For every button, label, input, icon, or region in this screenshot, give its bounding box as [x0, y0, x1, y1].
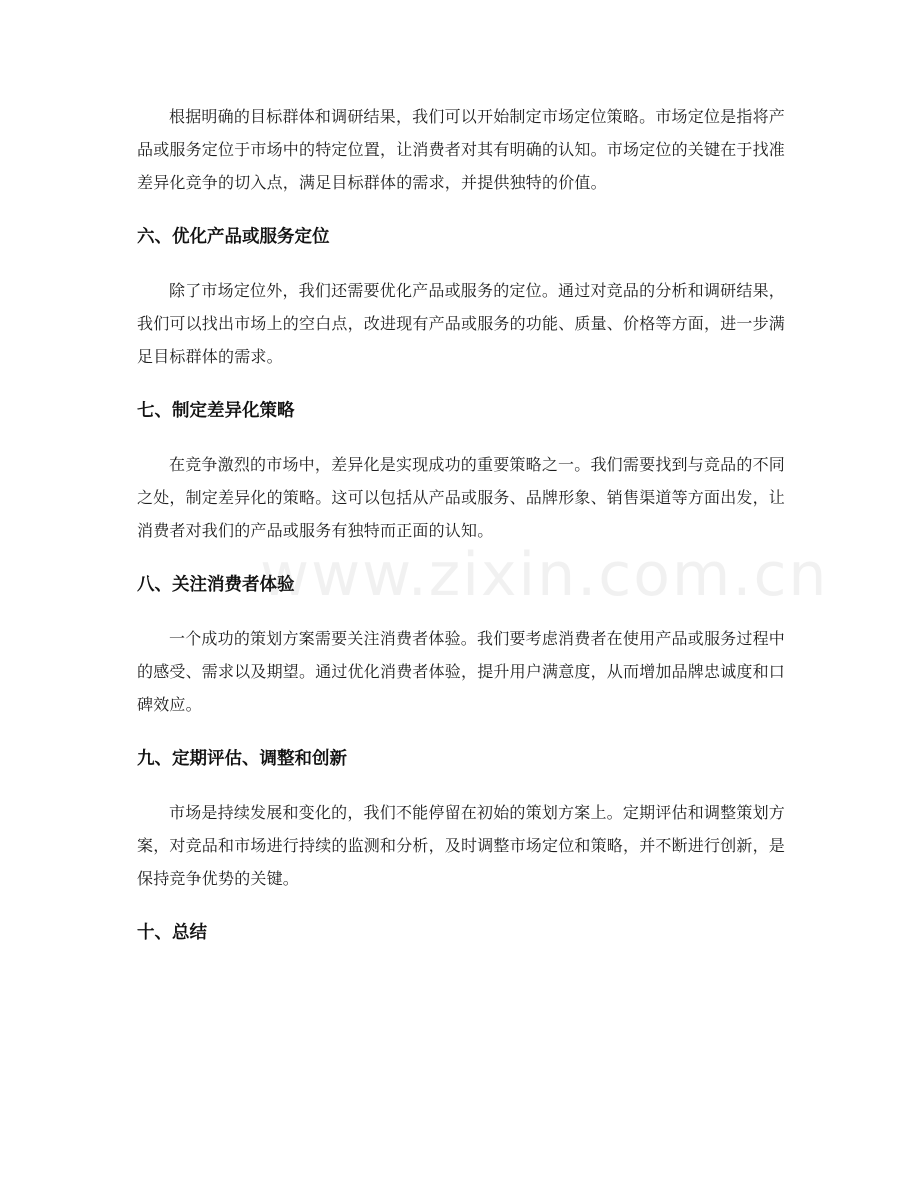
section-7-paragraph: 在竞争激烈的市场中，差异化是实现成功的重要策略之一。我们需要找到与竞品的不同之处，制定差异化的策略。这可以包括从产品或服务、品牌形象、销售渠道等方面出发，让消费者对我们的产品或服务有独特而正面的认知。	[137, 455, 786, 540]
section-7-heading: 七、制定差异化策略	[137, 401, 295, 421]
section-8-heading: 八、关注消费者体验	[137, 575, 295, 595]
section-10-heading: 十、总结	[137, 923, 207, 943]
intro-paragraph: 根据明确的目标群体和调研结果，我们可以开始制定市场定位策略。市场定位是指将产品或服务定位于市场中的特定位置，让消费者对其有明确的认知。市场定位的关键在于找准差异化竞争的切入点，满足目标群体的需求，并提供独特的价值。	[137, 107, 786, 192]
watermark: www.zixin.com.cn	[260, 540, 829, 610]
section-9-paragraph: 市场是持续发展和变化的，我们不能停留在初始的策划方案上。定期评估和调整策划方案，对竞品和市场进行持续的监测和分析，及时调整市场定位和策略，并不断进行创新，是保持竞争优势的关键。	[137, 803, 786, 888]
section-9-heading: 九、定期评估、调整和创新	[137, 749, 347, 769]
section-6-heading: 六、优化产品或服务定位	[137, 227, 330, 247]
section-8-paragraph: 一个成功的策划方案需要关注消费者体验。我们要考虑消费者在使用产品或服务过程中的感受、需求以及期望。通过优化消费者体验，提升用户满意度，从而增加品牌忠诚度和口碑效应。	[137, 629, 786, 714]
document-body	[137, 100, 785, 946]
section-6-paragraph: 除了市场定位外，我们还需要优化产品或服务的定位。通过对竞品的分析和调研结果，我们可以找出市场上的空白点，改进现有产品或服务的功能、质量、价格等方面，进一步满足目标群体的需求。	[137, 281, 786, 366]
